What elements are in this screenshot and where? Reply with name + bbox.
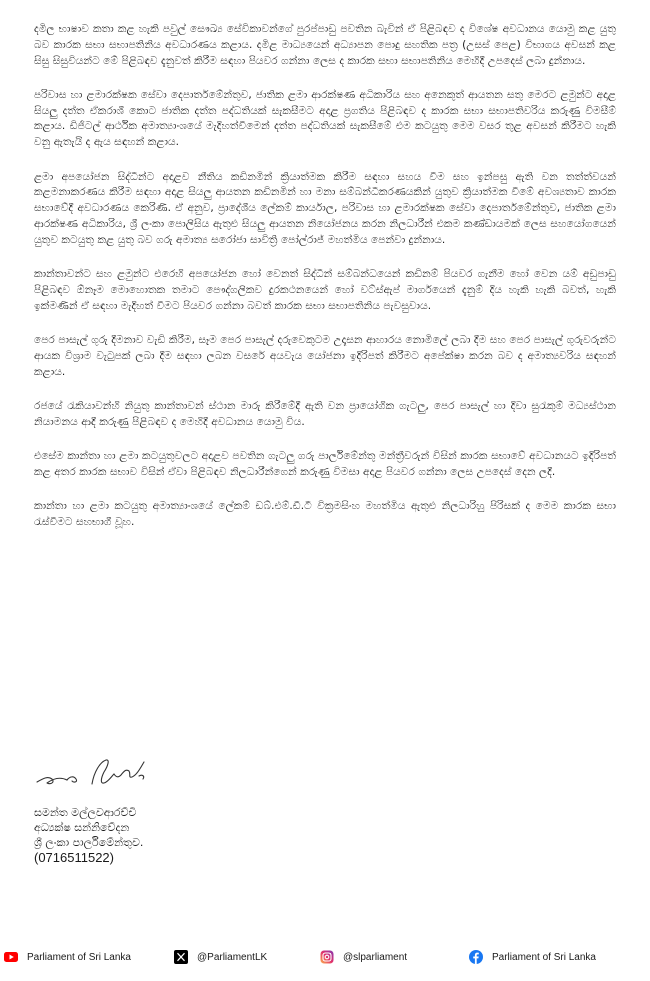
footer-instagram-label: @slparliament xyxy=(343,951,408,963)
x-icon xyxy=(174,950,188,964)
paragraph-2: පරිවාස හා ළමාරක්ෂක සේවා දෙපාර්තමේන්තුව, ජාතික ළමා ආරක්ෂණ අධිකාරිය සහ අනෙකුත් ආයතන සතු මෙරට ළමුන්ට අදාළ සියලු දත්ත ඒකරාශී කොට ජාතික දත්ත පද්ධතියක් සැකසීමට අදාළ ප්‍රගතිය පිළිබඳව ද කාරක සභා සභාපතිවරිය කරුණු විමසීම් කළාය. ඩිජිටල් ආර්ථික අමාත්‍යාංශයේ මැදිහත්වීමෙන් දත්ත පද්ධතියක් සැකසීමේ එම කටයුතු මෙම වසර තුළ අවසන් කිරීමට හැකි වනු ඇතැයි ද ඇය සඳහන් කළාය. xyxy=(34,88,616,149)
handwritten-signature xyxy=(34,752,164,802)
footer-x-label: @ParliamentLK xyxy=(197,951,268,963)
signoff-block xyxy=(34,805,143,865)
youtube-icon xyxy=(4,950,18,964)
footer-x-link[interactable] xyxy=(174,946,267,968)
footer-facebook-link[interactable] xyxy=(469,946,596,968)
paragraph-8: කාන්තා හා ළමා කටයුතු අමාත්‍යාංශයේ ලේකම් ඩබ්.එම්.ඩී.ටී වික්‍රමසිංහ මහත්මිය ඇතුළු නිලධාරිහු පිරිසක් ද මෙම කාරක සභා රැස්වීමට සහභාගී වූහ. xyxy=(34,500,616,528)
author-name: සමන්ත මල්ලවආරච්චි xyxy=(34,806,137,819)
paragraph-1: දමිල භාෂාව කතා කළ හැකි පවුල් සෞඛ්‍ය සේවිකාවන්ගේ පුරප්පාඩු පවතින බැවින් ඒ පිළිබඳව ද විශේෂ අවධානය යොමු කළ යුතු බව කාරක සභා සභාපතිනිය අවධාරණය කළාය. දමිළ මාධ්‍යයෙන් අධ්‍යාපන පොදු සහතික පත්‍ර (උසස් පෙළ) විභාගය අවසන් කළ සිසු සිසුවියන්ට මේ පිළිබඳව දැනුවත් කිරීම සඳහා පියවර ගන්නා ලෙස ද කාරක සභා සභාපතිනිය මෙහිදී උපදෙස් ලබා දුන්නාය. xyxy=(34,23,616,67)
footer-youtube-label: Parliament of Sri Lanka xyxy=(27,951,131,963)
paragraph-6: රජයේ රැකියාවන්හි නියුතු කාන්තාවන් ස්ථාන මාරු කිරීමේදී ඇති වන ප්‍රායෝගික ගැටලු, පෙර පාසැල් හා දිවා සුරැකුම් මධ්‍යස්ථාන නියාමනය ආදී කරුණු පිළිබඳව ද මෙහිදී අවධානය යොමු විය. xyxy=(34,399,616,428)
footer-youtube-link[interactable] xyxy=(4,946,131,968)
paragraph-5: පෙර පාසැල් ගුරු දීමනාව වැඩි කිරීම, සෑම පෙර පාසැල් දරුවෙකුටම උදෑසන ආහාරය නොමිලේ ලබා දීම සහ පෙර පාසැල් ගුරුවරුන්ට ආයක විශ්‍රාම වැටුපක් ලබා දීම සඳහා ලබන වසරේ අයවැය යෝජනා ඉදිරිපත් කිරීමට අපේක්ෂා කරන බව ද අමාත්‍යවරිය සඳහන් කළාය. xyxy=(34,333,616,378)
author-title: අධ්‍යක්ෂ සන්නිවේදන xyxy=(34,821,130,834)
footer-facebook-label: Parliament of Sri Lanka xyxy=(492,951,596,963)
body-text xyxy=(34,22,616,549)
paragraph-4: කාන්තාවන්ට සහ ළමුන්ට එරෙහි අපයෝජන හෝ වෙනත් සිද්ධීන් සම්බන්ධයෙන් කඩිනම් පියවර ගැනීම හෝ වෙන යම් අඩුපාඩු පිළිබඳව ඕනෑම මොහොතක තමාට පෞද්ගලිකව දුරකථනයෙන් හෝ වට්ස්ඇප් මාර්ගයෙන් දැනුම් දිය හැකි හැකි බවත්, හැකි ඉක්මණින් ඒ සඳහා මැදිහත් වීමට පියවර ගන්නා බවත් කාරක සභා සභාපතිනිය පැවසුවාය. xyxy=(34,268,616,312)
author-organization: ශ්‍රී ලංකා පාර්ලිමේන්තුව. xyxy=(34,836,144,849)
social-footer xyxy=(0,946,650,968)
instagram-icon xyxy=(320,950,334,964)
footer-instagram-link[interactable] xyxy=(320,946,407,968)
author-phone: (0716511522) xyxy=(34,850,114,865)
paragraph-7: එසේම කාන්තා හා ළමා කටයුතුවලට අදාළව පවතින ගැටලු ගරු පාර්ලිමේන්තු මන්ත්‍රීවරුන් විසින් කාරක සභාවේ අවධානයට ඉදිරිපත් කළ අතර කාරක සභාව විසින් ඒවා පිළිබඳව නිලධාරීන්ගෙන් කරුණු විමසා අදාළ පියවර ගන්නා ලෙස උපදෙස් දෙන ලදී. xyxy=(34,449,616,478)
paragraph-3: ළමා අපයෝජන සිද්ධීන්ට අදාළව නීතිය කඩිනමින් ක්‍රියාත්මක කිරීම සඳහා සහය වීම සහ ඉන්පසු ඇති වන තත්ත්වයන් කළමනාකරණය කිරීම සඳහා අදාළ සියලු ආයතන කඩිනමින් හා මනා සම්බන්ධීකරණයකින් යුතුව ක්‍රියාත්මක වීමේ අවශ්‍යතාව කාරක සභාවේදී අවධාරණය කෙරිණි. ඒ අනුව, ප්‍රාදේශීය ලේකම් කාර්යාල, පරිවාස හා ළමාරක්ෂක සේවා දෙපාර්තමේන්තුව, ජාතික ළමා ආරක්ෂණ අධිකාරිය, ශ්‍රී ලංකා පොලිසිය ඇතුළු සියලු ආයතන නියෝජනය කරන නිලධාරීන් එකම කණ්ඩායමක් ලෙස සහයෝගයෙන් යුතුව කටයුතු කළ යුතු බව ගරු අමාත්‍ය සරෝජා සාවිත්‍රි පෝල්රාජ් මහත්මිය පෙන්වා දුන්නාය. xyxy=(34,170,616,246)
facebook-icon xyxy=(469,950,483,964)
